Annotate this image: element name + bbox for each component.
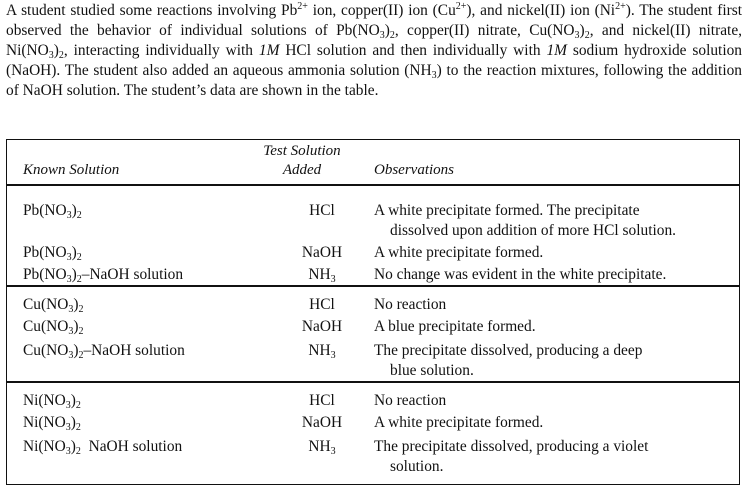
header-divider [7, 184, 739, 186]
known-solution-cell: $Cu(NO_3)_2$ [23, 296, 84, 315]
observation-cell: A white precipitate formed. [374, 414, 544, 431]
observation-cell: The precipitate dissolved, producing a deep blue solution. [374, 342, 643, 379]
group-divider-pb [7, 285, 739, 287]
observation-cell: A blue precipitate formed. [374, 318, 536, 335]
test-solution-cell: NaOH [301, 244, 343, 261]
group-divider-cu [7, 381, 739, 383]
test-solution-cell: NaOH [301, 414, 343, 431]
known-solution-cell: $Ni(NO_3)_2$ NaOH solution [23, 438, 183, 457]
observation-cell: No change was evident in the white precipitate. [374, 266, 667, 283]
intro-paragraph: A student studied some reactions involving $Pb^{2+}$ ion, copper(II) ion $(Cu^{2+})$, and nickel(II) ion $(Ni^{2+})$. The student first observed the behavior of individual solutions of $Pb(NO_3)_2$, copper(II) nitrate, $Cu(NO_3)_2$, and nickel(II) nitrate, $Ni(NO_3)_2$, interacting individually with 1M HCl solution and then individually with 1M sodium hydroxide solution (NaOH). The student also added an aqueous ammonia solution $(NH_3)$ to the reaction mixtures, following the addition of NaOH solution. The student’s data are shown in the table. [6, 1, 743, 99]
known-solution-cell: $Pb(NO_3)_2$ [23, 202, 82, 221]
test-solution-cell: $NH_3$ [308, 342, 336, 361]
test-solution-cell: $NH_3$ [308, 438, 336, 457]
data-table [6, 139, 740, 485]
known-solution-cell: $Cu(NO_3)_2$–NaOH solution [23, 342, 185, 361]
header-observations: Observations [374, 162, 454, 178]
test-solution-cell: HCl [309, 202, 335, 219]
observation-cell: No reaction [374, 392, 447, 409]
known-solution-cell: $Pb(NO_3)_2$–NaOH solution [23, 266, 184, 285]
header-test-solution: Test Solution Added [263, 143, 341, 178]
known-solution-cell: $Cu(NO_3)_2$ [23, 318, 84, 337]
observation-cell: A white precipitate formed. The precipitate dissolved upon addition of more HCl solution. [374, 202, 676, 239]
known-solution-cell: $Ni(NO_3)_2$ [23, 414, 81, 433]
observation-cell: The precipitate dissolved, producing a violet solution. [374, 438, 649, 475]
known-solution-cell: $Ni(NO_3)_2$ [23, 392, 81, 411]
test-solution-cell: $NH_3$ [308, 266, 336, 285]
test-solution-cell: HCl [309, 296, 335, 313]
header-known-solution: Known Solution [23, 162, 120, 178]
known-solution-cell: $Pb(NO_3)_2$ [23, 244, 82, 263]
test-solution-cell: NaOH [301, 318, 343, 335]
test-solution-cell: HCl [309, 392, 335, 409]
observation-cell: No reaction [374, 296, 447, 313]
observation-cell: A white precipitate formed. [374, 244, 544, 261]
